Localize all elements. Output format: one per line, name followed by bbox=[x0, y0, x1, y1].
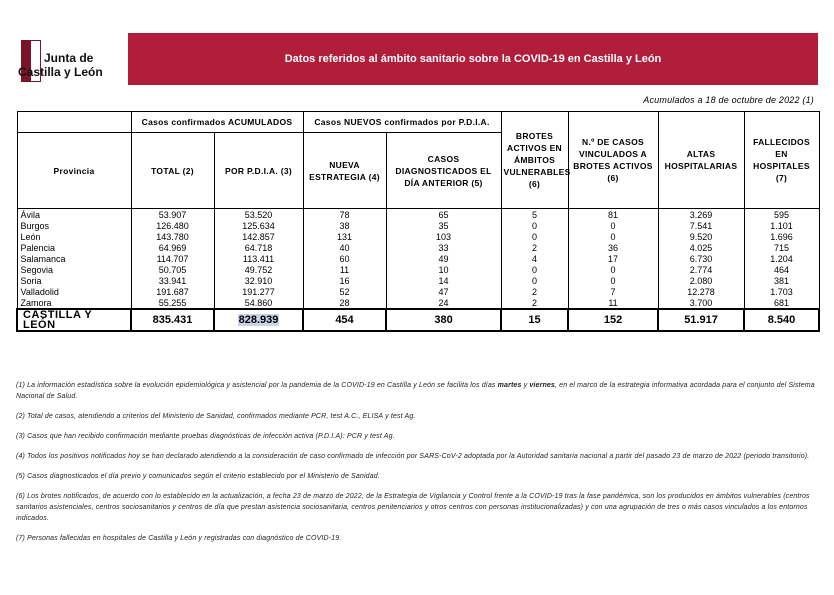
note-5: (5) Casos diagnosticados el día previo y comunicados según el criterio establecido por el Ministerio de Sanidad. bbox=[16, 473, 380, 480]
table-cell: 53.907 bbox=[131, 209, 214, 221]
table-cell: 10 bbox=[386, 264, 501, 275]
table-row bbox=[17, 275, 819, 286]
note-1: (1) La información estadística sobre la evolución epidemiológica y asistencial por la pandemia de la COVID-19 en Castilla y León se facilita los días martes y viernes, en el marco de la estrategia informativa acordada para el conjunto del Sistema Nacional de Salud. bbox=[16, 382, 815, 400]
table-cell: 50.705 bbox=[131, 264, 214, 275]
table-cell: 36 bbox=[568, 242, 658, 253]
banner-title: Datos referidos al ámbito sanitario sobre la COVID-19 en Castilla y León bbox=[284, 53, 662, 65]
table-cell: 55.255 bbox=[131, 297, 214, 309]
table-cell: 14 bbox=[386, 275, 501, 286]
table-cell: 595 bbox=[744, 209, 819, 221]
total-cell: 380 bbox=[386, 309, 501, 331]
header-pdia: POR P.D.I.A. (3) bbox=[214, 133, 303, 209]
header-brotes: BROTES ACTIVOS EN ÁMBITOS VULNERABLES (6) bbox=[501, 112, 568, 209]
table-cell: 60 bbox=[303, 253, 386, 264]
table-cell: 11 bbox=[303, 264, 386, 275]
total-row bbox=[17, 309, 819, 331]
table-cell: 1.204 bbox=[744, 253, 819, 264]
header-altas: ALTAS HOSPITALARIAS bbox=[658, 112, 744, 209]
table-cell: 7 bbox=[568, 286, 658, 297]
table-row bbox=[17, 220, 819, 231]
logo-line2: Castilla y León bbox=[18, 65, 103, 79]
table-cell: 126.480 bbox=[131, 220, 214, 231]
table-cell: 2 bbox=[501, 297, 568, 309]
table-cell: 9.520 bbox=[658, 231, 744, 242]
table-cell: 715 bbox=[744, 242, 819, 253]
province-name: Salamanca bbox=[17, 253, 131, 264]
highlighted-value: 828.939 bbox=[238, 314, 279, 326]
table-cell: 33.941 bbox=[131, 275, 214, 286]
table-cell: 6.730 bbox=[658, 253, 744, 264]
table-cell: 2.774 bbox=[658, 264, 744, 275]
table-cell: 0 bbox=[568, 264, 658, 275]
province-name: Palencia bbox=[17, 242, 131, 253]
table-row bbox=[17, 297, 819, 309]
table-cell: 2 bbox=[501, 286, 568, 297]
province-name: León bbox=[17, 231, 131, 242]
table-cell: 143.780 bbox=[131, 231, 214, 242]
table-cell: 0 bbox=[501, 275, 568, 286]
table-cell: 49 bbox=[386, 253, 501, 264]
header-total: TOTAL (2) bbox=[131, 133, 214, 209]
table-cell: 2 bbox=[501, 242, 568, 253]
table-cell: 53.520 bbox=[214, 209, 303, 221]
note-4: (4) Todos los positivos notificados hoy se han declarado atendiendo a la consideración de caso confirmado de infección por SARS-CoV-2 adoptada por la Autoridad sanitaria nacional a partir del pasado 23 de marzo de 2022 (periodo transitorio). bbox=[16, 453, 810, 460]
table-cell: 0 bbox=[501, 231, 568, 242]
table-cell: 81 bbox=[568, 209, 658, 221]
total-cell: 454 bbox=[303, 309, 386, 331]
table-cell: 131 bbox=[303, 231, 386, 242]
table-cell: 2.080 bbox=[658, 275, 744, 286]
table-cell: 28 bbox=[303, 297, 386, 309]
table-cell: 49.752 bbox=[214, 264, 303, 275]
table-cell: 103 bbox=[386, 231, 501, 242]
table-cell: 381 bbox=[744, 275, 819, 286]
total-cell: 15 bbox=[501, 309, 568, 331]
total-cell bbox=[214, 309, 303, 331]
table-cell: 1.703 bbox=[744, 286, 819, 297]
table-cell: 4.025 bbox=[658, 242, 744, 253]
table-cell: 33 bbox=[386, 242, 501, 253]
footnotes bbox=[16, 380, 816, 553]
table-cell: 125.634 bbox=[214, 220, 303, 231]
table-cell: 114.707 bbox=[131, 253, 214, 264]
note-6: (6) Los brotes notificados, de acuerdo con lo establecido en la actualización, a fecha 23 de marzo de 2022, de la Estrategia de Vigilancia y Control frente a la COVID-19 tras la fase pandémica, son los producidos en ámbitos vulnerables (centros sanitarios asistenciales, centros sociosanitarios y centros de día que prestan asistencia sociosanitaria, centros penitenciarios y otros centros con personas institucionalizadas) y con una agrupación de tres o más casos vinculados a los entornos indicados. bbox=[16, 493, 810, 522]
table-row bbox=[17, 264, 819, 275]
note-3: (3) Casos que han recibido confirmación mediante pruebas diagnósticas de infección activa (P.D.I.A): PCR y test Ag. bbox=[16, 433, 395, 440]
table-cell: 47 bbox=[386, 286, 501, 297]
table-cell: 65 bbox=[386, 209, 501, 221]
table-cell: 24 bbox=[386, 297, 501, 309]
table-cell: 0 bbox=[568, 220, 658, 231]
table-cell: 4 bbox=[501, 253, 568, 264]
table-cell: 0 bbox=[568, 275, 658, 286]
table-cell: 1.696 bbox=[744, 231, 819, 242]
header-nueva-estrategia: NUEVA ESTRATEGIA (4) bbox=[303, 133, 386, 209]
table-row bbox=[17, 209, 819, 221]
header-vinculados: N.º DE CASOS VINCULADOS A BROTES ACTIVOS (6) bbox=[568, 112, 658, 209]
table-cell: 0 bbox=[568, 231, 658, 242]
table-cell: 17 bbox=[568, 253, 658, 264]
table-cell: 38 bbox=[303, 220, 386, 231]
junta-logo bbox=[16, 38, 126, 88]
table-cell: 113.411 bbox=[214, 253, 303, 264]
table-cell: 7.541 bbox=[658, 220, 744, 231]
province-name: Ávila bbox=[17, 209, 131, 221]
table-cell: 35 bbox=[386, 220, 501, 231]
table-cell: 0 bbox=[501, 220, 568, 231]
header-diagnosticados: CASOS DIAGNOSTICADOS EL DÍA ANTERIOR (5) bbox=[386, 133, 501, 209]
table-cell: 681 bbox=[744, 297, 819, 309]
header-nuevos: Casos NUEVOS confirmados por P.D.I.A. bbox=[303, 112, 501, 133]
province-name: Zamora bbox=[17, 297, 131, 309]
province-name: Burgos bbox=[17, 220, 131, 231]
note-7: (7) Personas fallecidas en hospitales de Castilla y León y registradas con diagnóstico de COVID-19. bbox=[16, 535, 342, 542]
table-cell: 3.269 bbox=[658, 209, 744, 221]
table-cell: 64.718 bbox=[214, 242, 303, 253]
table-cell: 54.860 bbox=[214, 297, 303, 309]
title-banner bbox=[128, 33, 818, 85]
province-name: Soria bbox=[17, 275, 131, 286]
table-row bbox=[17, 286, 819, 297]
province-name: Valladolid bbox=[17, 286, 131, 297]
acumulados-date: Acumulados a 18 de octubre de 2022 (1) bbox=[643, 95, 814, 105]
header-fallecidos: FALLECIDOS EN HOSPITALES (7) bbox=[744, 112, 819, 209]
table-row bbox=[17, 231, 819, 242]
table-cell: 16 bbox=[303, 275, 386, 286]
table-cell: 12.278 bbox=[658, 286, 744, 297]
table-row bbox=[17, 242, 819, 253]
table-cell: 0 bbox=[501, 264, 568, 275]
logo-line1: Junta de bbox=[44, 51, 94, 65]
table-cell: 78 bbox=[303, 209, 386, 221]
table-cell: 1.101 bbox=[744, 220, 819, 231]
total-cell: 51.917 bbox=[658, 309, 744, 331]
header-provincia: Provincia bbox=[17, 133, 131, 209]
table-cell: 191.277 bbox=[214, 286, 303, 297]
table-cell: 64.969 bbox=[131, 242, 214, 253]
province-name: Segovia bbox=[17, 264, 131, 275]
table-cell: 40 bbox=[303, 242, 386, 253]
table-cell: 142.857 bbox=[214, 231, 303, 242]
table-cell: 11 bbox=[568, 297, 658, 309]
table-cell: 52 bbox=[303, 286, 386, 297]
table-cell: 3.700 bbox=[658, 297, 744, 309]
corner-cell bbox=[17, 112, 131, 133]
note-2: (2) Total de casos, atendiendo a criterios del Ministerio de Sanidad, confirmados mediante PCR, test A.C., ELISA y test Ag. bbox=[16, 413, 416, 420]
table-row bbox=[17, 253, 819, 264]
covid-data-table bbox=[16, 111, 820, 332]
table-cell: 32.910 bbox=[214, 275, 303, 286]
total-cell: 8.540 bbox=[744, 309, 819, 331]
table-cell: 191.687 bbox=[131, 286, 214, 297]
table-cell: 5 bbox=[501, 209, 568, 221]
total-cell: 152 bbox=[568, 309, 658, 331]
table-cell: 464 bbox=[744, 264, 819, 275]
header-acumulados: Casos confirmados ACUMULADOS bbox=[131, 112, 303, 133]
total-cell: 835.431 bbox=[131, 309, 214, 331]
total-label: CASTILLA Y LEÓN bbox=[17, 309, 131, 331]
